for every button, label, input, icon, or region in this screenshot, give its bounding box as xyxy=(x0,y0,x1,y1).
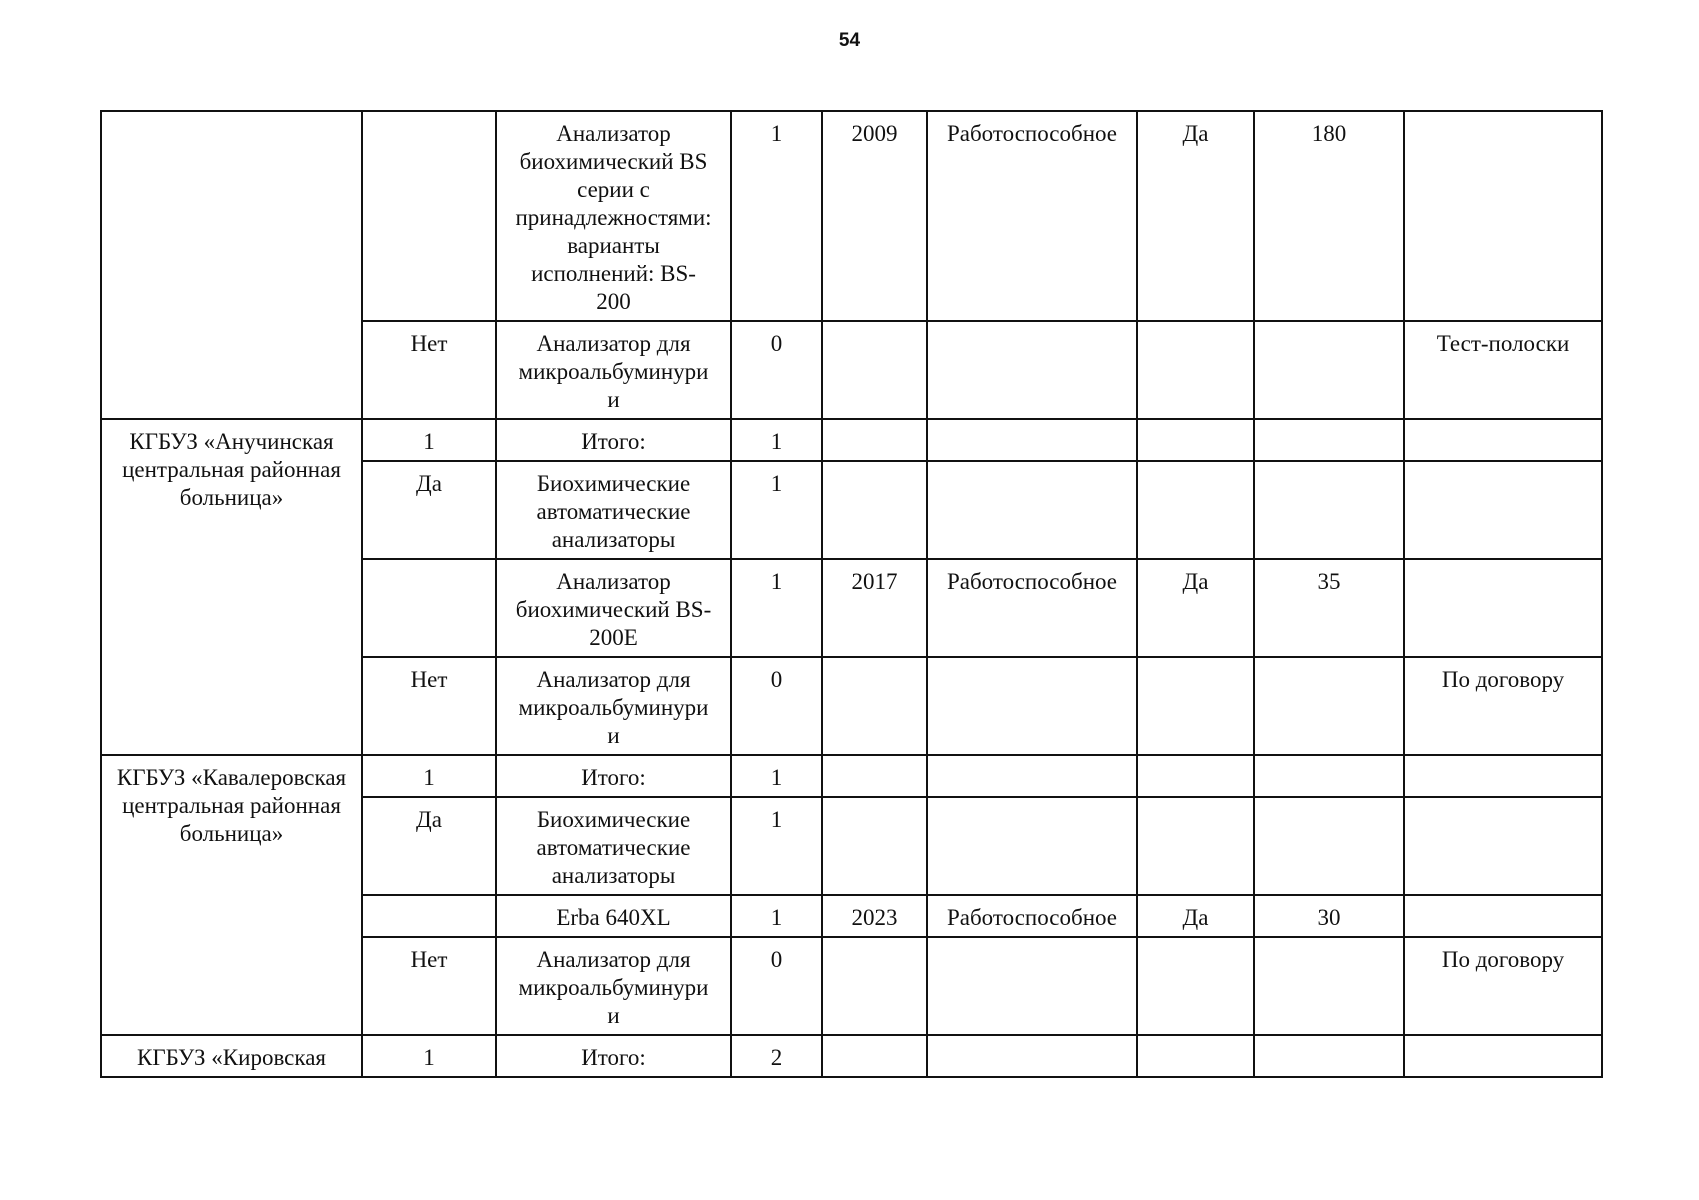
quantity-cell: 1 xyxy=(731,461,822,559)
note-cell: По договору xyxy=(1404,657,1602,755)
condition-cell xyxy=(927,321,1137,419)
equipment-name-cell: Биохимические автоматические анализаторы xyxy=(496,797,731,895)
equipment-name-cell: Анализатор биохимический BS- 200E xyxy=(496,559,731,657)
count-cell: 180 xyxy=(1254,111,1404,321)
in-use-cell xyxy=(1137,1035,1254,1077)
table-row xyxy=(101,1035,1602,1077)
note-cell xyxy=(1404,1035,1602,1077)
condition-cell xyxy=(927,755,1137,797)
condition-cell: Работоспособное xyxy=(927,111,1137,321)
condition-cell xyxy=(927,419,1137,461)
note-cell xyxy=(1404,797,1602,895)
year-cell xyxy=(822,419,927,461)
in-use-cell xyxy=(1137,419,1254,461)
year-cell xyxy=(822,797,927,895)
availability-cell: 1 xyxy=(362,419,496,461)
count-cell xyxy=(1254,419,1404,461)
note-cell: Тест-полоски xyxy=(1404,321,1602,419)
equipment-name-cell: Итого: xyxy=(496,419,731,461)
table-row xyxy=(101,111,1602,321)
table-row xyxy=(101,419,1602,461)
organization-cell: КГБУЗ «Анучинская центральная районная больница» xyxy=(101,419,362,755)
quantity-cell: 1 xyxy=(731,559,822,657)
count-cell: 35 xyxy=(1254,559,1404,657)
condition-cell xyxy=(927,797,1137,895)
quantity-cell: 0 xyxy=(731,937,822,1035)
year-cell: 2017 xyxy=(822,559,927,657)
condition-cell: Работоспособное xyxy=(927,895,1137,937)
condition-cell xyxy=(927,937,1137,1035)
equipment-name-cell: Анализатор биохимический BS серии с принадлежностями: варианты исполнений: BS- 200 xyxy=(496,111,731,321)
year-cell xyxy=(822,657,927,755)
quantity-cell: 1 xyxy=(731,755,822,797)
equipment-name-cell: Биохимические автоматические анализаторы xyxy=(496,461,731,559)
organization-cell: КГБУЗ «Кировская xyxy=(101,1035,362,1077)
organization-cell xyxy=(101,111,362,419)
equipment-name-cell: Анализатор для микроальбуминури и xyxy=(496,657,731,755)
in-use-cell xyxy=(1137,461,1254,559)
count-cell xyxy=(1254,461,1404,559)
note-cell xyxy=(1404,755,1602,797)
count-cell xyxy=(1254,797,1404,895)
quantity-cell: 2 xyxy=(731,1035,822,1077)
year-cell: 2023 xyxy=(822,895,927,937)
note-cell xyxy=(1404,419,1602,461)
equipment-name-cell: Анализатор для микроальбуминури и xyxy=(496,937,731,1035)
in-use-cell xyxy=(1137,937,1254,1035)
year-cell xyxy=(822,937,927,1035)
availability-cell: Да xyxy=(362,461,496,559)
note-cell xyxy=(1404,895,1602,937)
note-cell xyxy=(1404,111,1602,321)
equipment-table xyxy=(100,110,1603,1078)
note-cell xyxy=(1404,461,1602,559)
year-cell xyxy=(822,1035,927,1077)
availability-cell: 1 xyxy=(362,755,496,797)
availability-cell: Нет xyxy=(362,657,496,755)
availability-cell: 1 xyxy=(362,1035,496,1077)
in-use-cell xyxy=(1137,755,1254,797)
quantity-cell: 1 xyxy=(731,111,822,321)
in-use-cell: Да xyxy=(1137,559,1254,657)
in-use-cell xyxy=(1137,321,1254,419)
organization-cell: КГБУЗ «Кавалеровская центральная районная больница» xyxy=(101,755,362,1035)
note-cell: По договору xyxy=(1404,937,1602,1035)
condition-cell: Работоспособное xyxy=(927,559,1137,657)
count-cell xyxy=(1254,755,1404,797)
quantity-cell: 1 xyxy=(731,797,822,895)
condition-cell xyxy=(927,657,1137,755)
year-cell xyxy=(822,321,927,419)
year-cell xyxy=(822,461,927,559)
quantity-cell: 0 xyxy=(731,657,822,755)
quantity-cell: 0 xyxy=(731,321,822,419)
table-row xyxy=(101,755,1602,797)
availability-cell: Нет xyxy=(362,321,496,419)
in-use-cell xyxy=(1137,797,1254,895)
page-number: 54 xyxy=(838,30,861,51)
count-cell xyxy=(1254,657,1404,755)
count-cell: 30 xyxy=(1254,895,1404,937)
year-cell xyxy=(822,755,927,797)
equipment-name-cell: Анализатор для микроальбуминури и xyxy=(496,321,731,419)
availability-cell: Нет xyxy=(362,937,496,1035)
count-cell xyxy=(1254,1035,1404,1077)
in-use-cell: Да xyxy=(1137,111,1254,321)
in-use-cell xyxy=(1137,657,1254,755)
condition-cell xyxy=(927,461,1137,559)
count-cell xyxy=(1254,321,1404,419)
quantity-cell: 1 xyxy=(731,895,822,937)
quantity-cell: 1 xyxy=(731,419,822,461)
count-cell xyxy=(1254,937,1404,1035)
equipment-name-cell: Итого: xyxy=(496,755,731,797)
availability-cell xyxy=(362,111,496,321)
condition-cell xyxy=(927,1035,1137,1077)
year-cell: 2009 xyxy=(822,111,927,321)
note-cell xyxy=(1404,559,1602,657)
equipment-name-cell: Erba 640XL xyxy=(496,895,731,937)
availability-cell xyxy=(362,895,496,937)
availability-cell xyxy=(362,559,496,657)
availability-cell: Да xyxy=(362,797,496,895)
equipment-name-cell: Итого: xyxy=(496,1035,731,1077)
in-use-cell: Да xyxy=(1137,895,1254,937)
